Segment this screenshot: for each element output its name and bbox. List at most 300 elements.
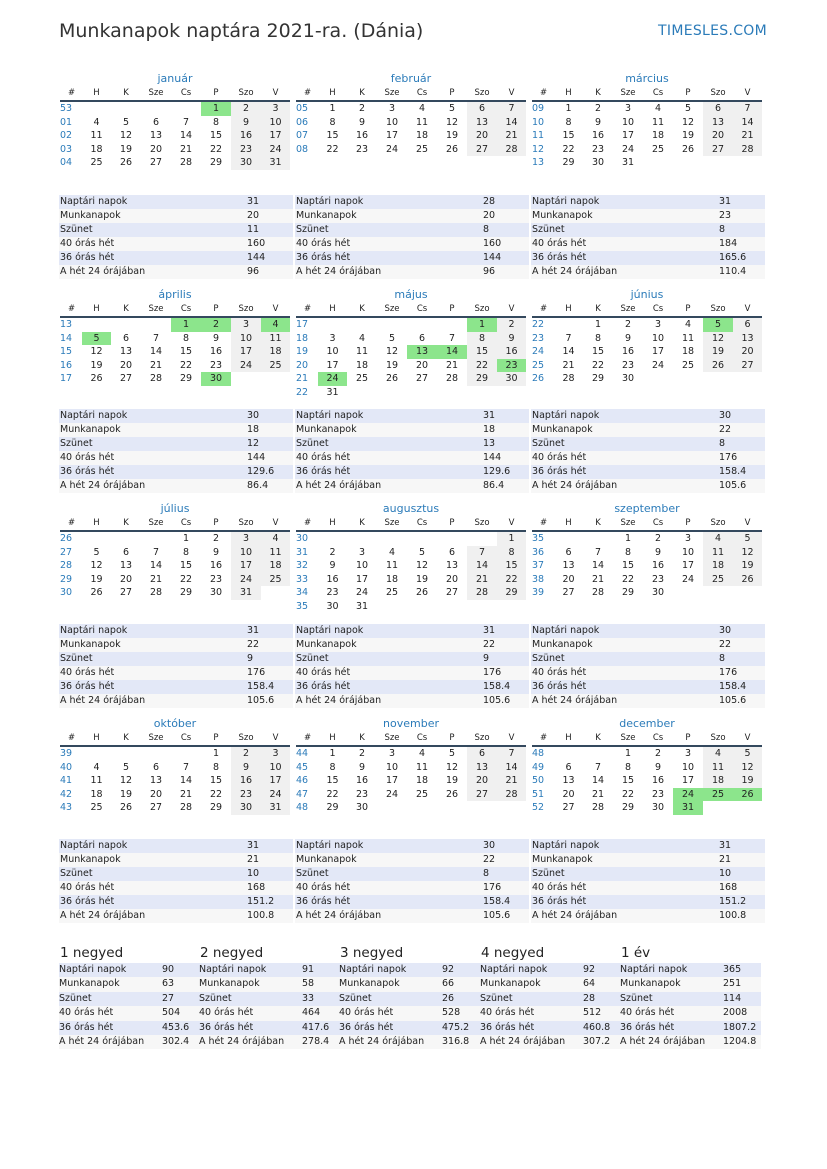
day-cell: 30 [326, 600, 339, 612]
week-number: 15 [60, 346, 73, 358]
stats-row [531, 666, 765, 680]
weekday-header [60, 86, 290, 102]
week-row [60, 318, 290, 332]
day-cell: 19 [733, 774, 762, 788]
day-cell: 8 [594, 332, 602, 344]
day-cell: 19 [119, 143, 133, 155]
stats-label: Naptári napok [296, 625, 364, 636]
week-number: 30 [296, 533, 309, 544]
month-calendar [60, 502, 290, 600]
weekday-header-cell: # [540, 733, 548, 743]
day-cell: 31 [261, 801, 290, 815]
stats-row [531, 909, 765, 923]
week-number: 01 [60, 116, 73, 128]
stats-label: 36 órás hét [480, 1021, 535, 1033]
day-cell: 1 [182, 533, 190, 544]
weekday-header-cell: # [540, 518, 548, 528]
stats-row [620, 1021, 761, 1035]
day-cell: 7 [733, 102, 762, 116]
stats-value: 144 [247, 252, 266, 263]
stats-label: Naptári napok [60, 410, 128, 421]
weekday-header-cell: H [565, 88, 572, 98]
day-cell: 28 [149, 587, 163, 599]
week-number: 47 [296, 788, 309, 800]
day-cell: 4 [654, 103, 662, 114]
stats-row [620, 1035, 761, 1049]
day-cell: 16 [651, 775, 665, 787]
stats-value: 168 [247, 882, 266, 893]
day-cell: 26 [90, 373, 103, 385]
day-cell: 30 [231, 801, 261, 815]
day-cell: 6 [703, 102, 733, 116]
day-cell: 16 [591, 130, 605, 142]
week-number: 29 [60, 573, 73, 585]
day-cell: 30 [651, 802, 665, 814]
stats-label: A hét 24 órájában [296, 695, 382, 706]
stats-label: 40 órás hét [532, 238, 587, 249]
empty-day-cell [347, 386, 377, 400]
week-row [532, 532, 762, 546]
stats-value: 165.6 [719, 252, 747, 263]
stats-value: 10 [247, 868, 260, 879]
week-row [532, 345, 762, 359]
month-grid [532, 86, 762, 170]
day-cell: 6 [418, 332, 426, 344]
day-cell: 15 [209, 130, 223, 142]
week-row [60, 143, 290, 157]
weekday-header-cell: Szo [474, 733, 490, 743]
stats-row [295, 479, 529, 493]
week-row [532, 774, 762, 788]
week-row [60, 372, 290, 386]
weekday-header-cell: P [213, 733, 219, 743]
day-cell: 16 [651, 560, 665, 572]
stats-row [295, 895, 529, 909]
stats-label: Munkanapok [60, 639, 121, 650]
stats-value: 1807.2 [723, 1021, 757, 1033]
day-cell: 1 [565, 103, 572, 114]
day-cell: 18 [355, 359, 369, 371]
day-cell: 10 [681, 546, 695, 558]
stats-label: 36 órás hét [532, 466, 587, 477]
stats-label: 40 órás hét [199, 1007, 254, 1019]
stats-value: 18 [247, 424, 260, 435]
day-cell: 30 [231, 156, 261, 170]
week-number: 27 [60, 546, 73, 558]
weekday-header-cell: Cs [652, 304, 664, 314]
stats-value: 18 [483, 424, 496, 435]
day-cell: 19 [703, 345, 733, 359]
stats-value: 11 [247, 224, 260, 235]
day-cell: 5 [684, 103, 692, 114]
day-cell: 11 [261, 546, 290, 560]
day-cell: 2 [329, 546, 336, 558]
day-cell: 14 [497, 116, 526, 130]
day-cell: 30 [591, 157, 605, 169]
day-cell: 9 [358, 761, 366, 773]
stats-row [620, 963, 761, 977]
day-cell: 5 [733, 747, 762, 761]
weekday-header-cell: K [595, 733, 601, 743]
day-cell: 27 [445, 587, 459, 599]
stats-label: Naptári napok [532, 410, 600, 421]
day-cell: 2 [624, 319, 632, 330]
empty-day-cell [583, 532, 613, 546]
day-cell: 7 [152, 546, 160, 558]
day-cell: 17 [681, 775, 695, 787]
day-cell: 3 [231, 318, 261, 332]
month-grid [296, 86, 526, 156]
stats-value: 63 [162, 978, 175, 990]
stats-row [620, 992, 761, 1006]
stats-value: 316.8 [442, 1035, 470, 1047]
day-cell: 14 [149, 560, 163, 572]
stats-row [59, 195, 293, 209]
week-row [60, 761, 290, 775]
quarter-title: 2 negyed [200, 945, 264, 961]
weekday-header-cell: Cs [180, 518, 192, 528]
stats-row [59, 652, 293, 666]
day-cell: 8 [182, 332, 190, 344]
day-cell: 29 [621, 802, 635, 814]
stats-label: Naptári napok [296, 196, 364, 207]
stats-row [59, 638, 293, 652]
empty-day-cell [583, 747, 613, 761]
quarter-title: 4 negyed [481, 945, 545, 961]
empty-day-cell [347, 532, 377, 546]
stats-value: 8 [719, 224, 726, 235]
day-cell: 7 [448, 332, 456, 344]
empty-day-cell [82, 532, 111, 546]
day-cell: 1 [624, 533, 632, 544]
weekday-header [296, 86, 526, 102]
stats-row [531, 853, 765, 867]
stats-row [531, 237, 765, 251]
weekday-header-cell: Sze [620, 88, 636, 98]
day-cell: 26 [681, 143, 695, 155]
day-cell: 21 [149, 573, 163, 585]
month-calendar [296, 502, 526, 614]
day-cell: 15 [467, 345, 497, 359]
stats-row [59, 624, 293, 638]
day-cell: 11 [703, 761, 733, 775]
day-cell: 11 [261, 332, 290, 346]
stats-label: 40 órás hét [532, 667, 587, 678]
day-cell: 20 [467, 129, 497, 143]
day-cell: 8 [497, 546, 526, 560]
day-cell: 11 [681, 332, 695, 344]
month-grid [296, 731, 526, 815]
stats-row [295, 624, 529, 638]
stats-value: 8 [719, 653, 726, 664]
stats-label: 40 órás hét [60, 238, 115, 249]
week-number: 32 [296, 560, 309, 572]
stats-label: A hét 24 órájában [339, 1035, 425, 1047]
day-cell: 23 [209, 573, 223, 585]
day-cell: 17 [651, 346, 665, 358]
week-number: 06 [296, 116, 309, 128]
weekday-header-cell: H [93, 518, 100, 528]
week-number: 50 [532, 775, 545, 787]
day-cell: 4 [261, 532, 290, 546]
stats-value: 22 [719, 424, 732, 435]
stats-value: 86.4 [247, 480, 269, 491]
day-cell: 3 [358, 546, 366, 558]
week-row [296, 747, 526, 761]
day-cell: 2 [231, 747, 261, 761]
stats-label: 36 órás hét [60, 252, 115, 263]
stats-label: 36 órás hét [60, 896, 115, 907]
day-cell: 14 [497, 761, 526, 775]
month-name: december [619, 717, 675, 730]
weekday-header-cell: Sze [384, 518, 400, 528]
day-cell: 26 [703, 359, 733, 373]
weekday-header-cell: Cs [180, 733, 192, 743]
day-cell: 3 [654, 319, 662, 330]
stats-label: 36 órás hét [59, 1021, 114, 1033]
day-cell: 12 [445, 761, 459, 773]
weekday-header-cell: Cs [416, 304, 428, 314]
empty-day-cell [703, 372, 733, 386]
stats-value: 144 [483, 452, 502, 463]
week-row [296, 129, 526, 143]
day-cell: 18 [90, 143, 103, 155]
week-row [60, 532, 290, 546]
stats-row [339, 1021, 480, 1035]
stats-value: 12 [247, 438, 260, 449]
weekday-header-cell: Szo [710, 88, 726, 98]
week-number: 38 [532, 573, 545, 585]
empty-day-cell [673, 586, 703, 600]
brand-logo[interactable]: TIMESLES.COM [658, 23, 767, 39]
day-cell: 3 [684, 533, 692, 544]
weekday-header-cell: Cs [416, 88, 428, 98]
stats-label: A hét 24 órájában [296, 480, 382, 491]
week-number: 30 [60, 587, 73, 599]
day-cell: 30 [201, 372, 231, 386]
day-cell: 25 [651, 143, 665, 155]
stats-value: 90 [162, 964, 175, 975]
quarter-stats-table [199, 963, 340, 1049]
stats-value: 2008 [723, 1007, 748, 1019]
day-cell: 5 [703, 318, 733, 332]
weekday-header-cell: # [304, 733, 312, 743]
day-cell: 7 [497, 102, 526, 116]
week-row [60, 559, 290, 573]
day-cell: 22 [209, 788, 223, 800]
day-cell: 11 [415, 761, 429, 773]
day-cell: 23 [591, 143, 605, 155]
day-cell: 2 [654, 748, 662, 759]
day-cell: 13 [467, 116, 497, 130]
weekday-header-cell: K [123, 518, 129, 528]
stats-row [531, 195, 765, 209]
stats-label: 40 órás hét [60, 882, 115, 893]
week-row [296, 102, 526, 116]
day-cell: 8 [182, 546, 190, 558]
week-number: 19 [296, 346, 309, 358]
day-cell: 3 [388, 748, 396, 759]
week-number: 44 [296, 748, 309, 759]
month-name: szeptember [614, 502, 680, 515]
day-cell: 12 [703, 332, 733, 346]
stats-row [531, 479, 765, 493]
week-number: 13 [60, 319, 73, 330]
day-cell: 9 [212, 546, 220, 558]
stats-value: 307.2 [583, 1035, 611, 1047]
day-cell: 11 [355, 346, 369, 358]
stats-label: 40 órás hét [59, 1007, 114, 1019]
day-cell: 8 [565, 116, 572, 128]
week-row [532, 156, 762, 170]
stats-row [480, 963, 621, 977]
empty-day-cell [733, 586, 762, 600]
stats-value: 475.2 [442, 1021, 470, 1033]
empty-day-cell [141, 318, 171, 332]
day-cell: 27 [562, 587, 575, 599]
weekday-header-cell: V [508, 304, 515, 314]
weekday-header-cell: Cs [180, 88, 192, 98]
stats-row [59, 853, 293, 867]
stats-value: 160 [483, 238, 502, 249]
weekday-header [532, 302, 762, 318]
stats-row [531, 867, 765, 881]
day-cell: 26 [415, 587, 429, 599]
day-cell: 24 [231, 573, 261, 587]
day-cell: 29 [497, 586, 526, 600]
stats-value: 31 [247, 196, 260, 207]
stats-row [531, 680, 765, 694]
stats-value: 168 [719, 882, 738, 893]
stats-row [59, 963, 200, 977]
empty-day-cell [497, 386, 526, 400]
weekday-header-cell: Szo [474, 518, 490, 528]
stats-label: 40 órás hét [296, 238, 351, 249]
stats-value: 1204.8 [723, 1035, 757, 1047]
week-row [532, 559, 762, 573]
day-cell: 20 [562, 788, 575, 800]
empty-day-cell [437, 801, 467, 815]
stats-row [295, 195, 529, 209]
stats-row [480, 1021, 621, 1035]
day-cell: 31 [326, 386, 339, 398]
week-number: 14 [60, 332, 73, 344]
weekday-header-cell: P [685, 518, 691, 528]
stats-label: Munkanapok [60, 854, 121, 865]
stats-row [59, 839, 293, 853]
day-cell: 1 [171, 318, 201, 332]
stats-row [59, 867, 293, 881]
day-cell: 24 [385, 143, 399, 155]
day-cell: 24 [681, 573, 695, 585]
day-cell: 21 [562, 359, 575, 371]
weekday-header-cell: Cs [416, 518, 428, 528]
week-row [296, 532, 526, 546]
day-cell: 6 [733, 318, 762, 332]
day-cell: 12 [385, 346, 399, 358]
stats-value: 20 [483, 210, 496, 221]
stats-row [531, 451, 765, 465]
week-row [296, 788, 526, 802]
day-cell: 20 [733, 345, 762, 359]
empty-day-cell [377, 532, 407, 546]
weekday-header-cell: # [68, 88, 76, 98]
weekday-header-cell: K [359, 518, 365, 528]
empty-day-cell [643, 372, 673, 386]
weekday-header-cell: Sze [148, 304, 164, 314]
stats-value: 100.8 [247, 910, 275, 921]
stats-row [531, 465, 765, 479]
day-cell: 5 [733, 532, 762, 546]
day-cell: 17 [621, 130, 635, 142]
week-row [532, 801, 762, 815]
stats-label: 36 órás hét [199, 1021, 254, 1033]
empty-day-cell [407, 600, 437, 614]
day-cell: 1 [201, 102, 231, 116]
month-grid [532, 731, 762, 815]
day-cell: 2 [358, 748, 366, 759]
stats-value: 105.6 [719, 695, 747, 706]
stats-label: 40 órás hét [296, 452, 351, 463]
stats-row [339, 1006, 480, 1020]
weekday-header-cell: Sze [384, 304, 400, 314]
stats-row [480, 977, 621, 991]
day-cell: 10 [621, 116, 635, 128]
stats-label: 40 órás hét [296, 882, 351, 893]
stats-value: 30 [719, 410, 732, 421]
day-cell: 28 [179, 802, 193, 814]
day-cell: 5 [448, 103, 456, 114]
weekday-header-cell: V [272, 304, 279, 314]
stats-value: 31 [247, 840, 260, 851]
stats-row [295, 652, 529, 666]
stats-label: Naptári napok [199, 964, 267, 975]
day-cell: 9 [594, 116, 602, 128]
weekday-header-cell: V [272, 518, 279, 528]
empty-day-cell [554, 318, 583, 332]
weekday-header-cell: Sze [620, 304, 636, 314]
weekday-header-cell: Sze [384, 88, 400, 98]
stats-label: Munkanapok [296, 210, 357, 221]
stats-row [59, 680, 293, 694]
week-row [532, 143, 762, 157]
weekday-header-cell: Cs [652, 733, 664, 743]
weekday-header-cell: V [508, 518, 515, 528]
day-cell: 1 [624, 748, 632, 759]
week-number: 42 [60, 788, 73, 800]
stats-row [59, 1021, 200, 1035]
stats-value: 176 [719, 452, 738, 463]
month-calendar [296, 288, 526, 400]
stats-row [295, 451, 529, 465]
day-cell: 13 [149, 130, 163, 142]
weekday-header [296, 731, 526, 747]
empty-day-cell [82, 318, 111, 332]
day-cell: 12 [733, 546, 762, 560]
day-cell: 31 [261, 156, 290, 170]
stats-row [295, 909, 529, 923]
stats-row [59, 451, 293, 465]
stats-label: 36 órás hét [60, 466, 115, 477]
stats-value: 96 [247, 266, 260, 277]
weekday-header-cell: K [123, 733, 129, 743]
day-cell: 27 [415, 373, 429, 385]
day-cell: 2 [497, 318, 526, 332]
weekday-header-cell: H [565, 518, 572, 528]
day-cell: 6 [122, 332, 130, 344]
stats-value: 365 [723, 964, 742, 975]
weekday-header-cell: # [304, 304, 312, 314]
